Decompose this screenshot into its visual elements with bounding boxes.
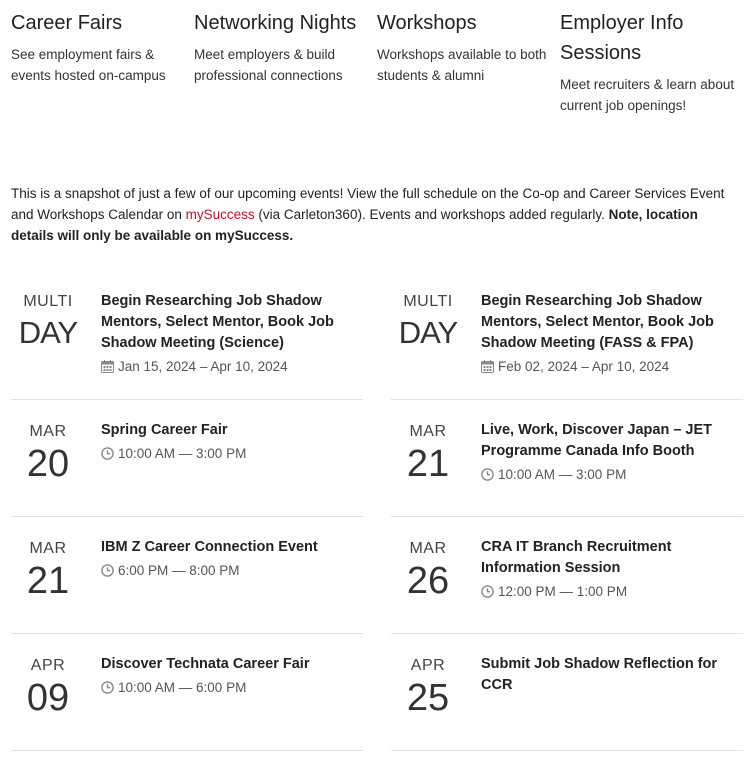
category-title[interactable]: Employer Info Sessions [560, 12, 684, 64]
clock-icon [101, 446, 114, 466]
location-note: Note, location details will only be available on mySuccess. [11, 207, 698, 243]
clock-icon [101, 563, 114, 583]
event-date [391, 657, 465, 719]
category-workshops[interactable] [377, 8, 552, 86]
intro-text: This is a snapshot of just a few of our upcoming events! View the full schedule on the Co-op and Career Services Event and Workshops Calendar on [11, 186, 725, 222]
event-day: DAY [18, 315, 78, 350]
intro-text-after: (via Carleton360). Events and workshops added regularly. [254, 207, 609, 222]
event-title[interactable]: IBM Z Career Connection Event [101, 539, 318, 555]
event-date [11, 423, 85, 485]
event-time: 10:00 AM — 6:00 PM [118, 680, 247, 695]
category-networking-nights[interactable] [194, 8, 369, 86]
event-month: MULTI [23, 293, 73, 310]
event-info [481, 291, 741, 379]
category-employer-info-sessions[interactable] [560, 8, 735, 116]
intro-paragraph [11, 183, 741, 246]
category-title[interactable]: Workshops [377, 12, 477, 34]
event-meta [481, 465, 741, 487]
event-day: 25 [406, 677, 450, 719]
event-day: 20 [26, 443, 70, 485]
event-month: MAR [29, 423, 67, 440]
event-item[interactable] [11, 517, 363, 634]
event-time: 12:00 PM — 1:00 PM [498, 584, 628, 599]
event-date [391, 293, 465, 354]
event-info [101, 420, 361, 466]
clock-icon [481, 584, 494, 604]
category-title[interactable]: Career Fairs [11, 12, 123, 34]
category-title[interactable]: Networking Nights [194, 12, 357, 34]
event-date [391, 423, 465, 485]
category-description: See employment fairs & events hosted on-campus [11, 47, 166, 83]
event-month: MAR [29, 540, 67, 557]
event-item[interactable] [391, 400, 743, 517]
event-meta [101, 444, 361, 466]
event-info [101, 291, 361, 379]
event-day: DAY [398, 315, 458, 350]
event-title[interactable]: CRA IT Branch Recruitment Information Session [481, 539, 672, 576]
category-description: Workshops available to both students & alumni [377, 47, 547, 83]
event-title[interactable]: Discover Technata Career Fair [101, 656, 310, 672]
event-info [481, 537, 741, 604]
event-day: 21 [26, 560, 70, 602]
event-info [481, 420, 741, 487]
event-date [391, 540, 465, 602]
event-date-range: Jan 15, 2024 – Apr 10, 2024 [118, 359, 288, 374]
event-info [101, 537, 361, 583]
event-time: 6:00 PM — 8:00 PM [118, 563, 240, 578]
event-info [481, 654, 741, 696]
event-title[interactable]: Spring Career Fair [101, 422, 228, 438]
event-categories [11, 8, 746, 138]
event-date [11, 657, 85, 719]
event-meta [481, 357, 741, 379]
event-date-range: Feb 02, 2024 – Apr 10, 2024 [498, 359, 670, 374]
event-item[interactable] [11, 400, 363, 517]
category-description: Meet recruiters & learn about current job openings! [560, 77, 735, 113]
event-meta [101, 678, 361, 700]
clock-icon [101, 680, 114, 700]
event-month: APR [30, 657, 66, 674]
event-info [101, 654, 361, 700]
event-item[interactable] [391, 517, 743, 634]
event-month: MULTI [403, 293, 453, 310]
event-item[interactable] [11, 634, 363, 751]
category-career-fairs[interactable] [11, 8, 186, 86]
event-date [11, 540, 85, 602]
event-time: 10:00 AM — 3:00 PM [118, 446, 247, 461]
event-title[interactable]: Begin Researching Job Shadow Mentors, Select Mentor, Book Job Shadow Meeting (FASS & FPA) [481, 293, 714, 351]
event-day: 21 [406, 443, 450, 485]
event-month: MAR [409, 423, 447, 440]
clock-icon [481, 467, 494, 487]
event-item[interactable] [11, 283, 363, 400]
event-month: APR [410, 657, 446, 674]
event-date [11, 293, 85, 354]
event-meta [481, 582, 741, 604]
event-title[interactable]: Submit Job Shadow Reflection for CCR [481, 656, 718, 693]
calendar-icon [101, 359, 114, 379]
event-item[interactable] [391, 634, 743, 751]
category-description: Meet employers & build professional connections [194, 47, 343, 83]
mysuccess-link[interactable]: mySuccess [185, 207, 255, 222]
event-month: MAR [409, 540, 447, 557]
calendar-icon [481, 359, 494, 379]
event-day: 26 [406, 560, 450, 602]
event-day: 09 [26, 677, 70, 719]
event-title[interactable]: Live, Work, Discover Japan – JET Programme Canada Info Booth [481, 422, 713, 459]
event-meta [101, 357, 361, 379]
event-time: 10:00 AM — 3:00 PM [498, 467, 627, 482]
event-title[interactable]: Begin Researching Job Shadow Mentors, Select Mentor, Book Job Shadow Meeting (Science) [101, 293, 334, 351]
event-item[interactable] [391, 283, 743, 400]
event-meta [101, 561, 361, 583]
